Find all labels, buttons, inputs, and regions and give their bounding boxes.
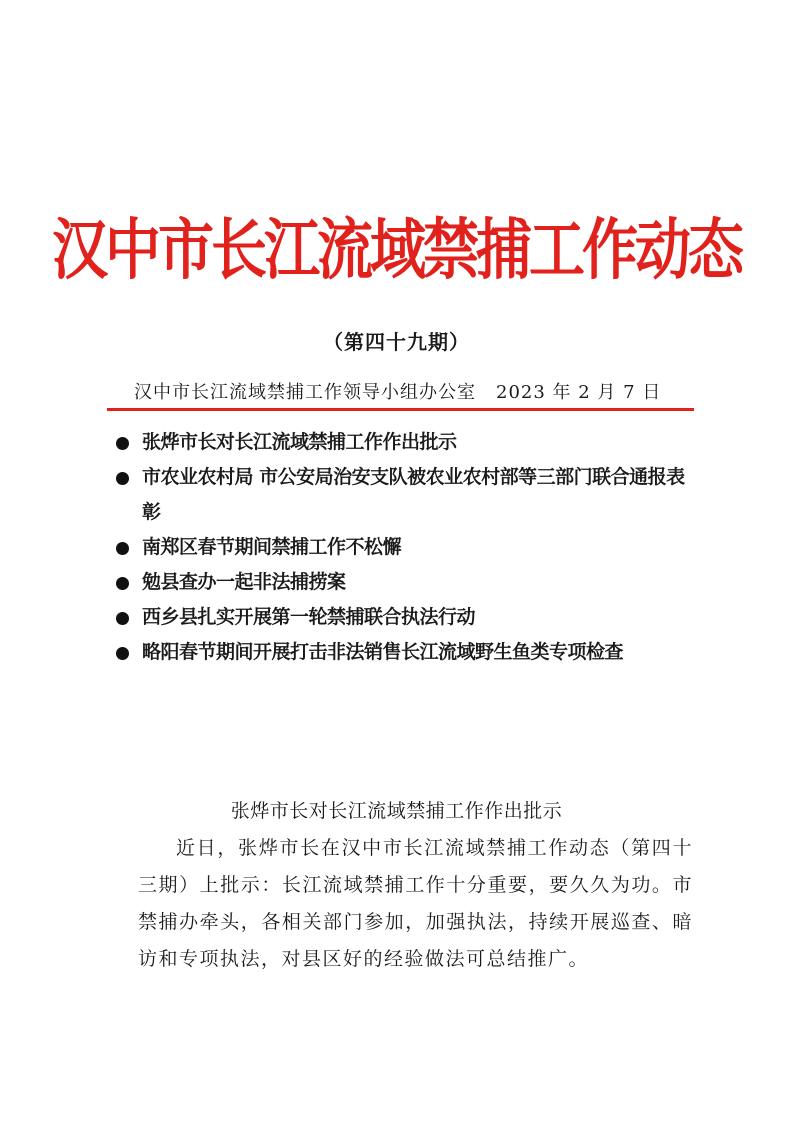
issuer-office: 汉中市长江流域禁捕工作领导小组办公室 (134, 382, 476, 403)
bullet-icon (116, 437, 129, 450)
red-divider (107, 408, 694, 411)
article-title: 张烨市长对长江流域禁捕工作作出批示 (230, 800, 563, 822)
article-body: 近日，张烨市长在汉中市长江流域禁捕工作动态（第四十三期）上批示：长江流域禁捕工作十分重要，要久久为功。市禁捕办牵头，各相关部门参加，加强执法，持续开展巡查、暗访和专项执法，对县区好的经验做法可总结推广。 (138, 837, 693, 970)
list-item (112, 460, 702, 530)
list-item-label: 市农业农村局 市公安局治安支队被农业农村部等三部门联合通报表彰 (142, 466, 685, 523)
bullet-icon (116, 472, 129, 485)
bullet-icon (116, 542, 129, 555)
list-item (112, 565, 702, 600)
list-item-label: 勉县查办一起非法捕捞案 (142, 571, 346, 593)
issuer-line (134, 378, 661, 404)
masthead-title: 汉中市长江流域禁捕工作动态 (52, 211, 741, 289)
list-item-label: 西乡县扎实开展第一轮禁捕联合执法行动 (142, 606, 476, 628)
list-item-label: 张烨市长对长江流域禁捕工作作出批示 (142, 431, 457, 453)
bullet-icon (116, 612, 129, 625)
list-item (112, 600, 702, 635)
list-item (112, 425, 702, 460)
issue-number: （第四十九期） (323, 330, 470, 354)
contents-list (112, 425, 702, 670)
list-item (112, 635, 702, 670)
issue-date: 2023 年 2 月 7 日 (496, 382, 662, 403)
bullet-icon (116, 577, 129, 590)
bullet-icon (116, 647, 129, 660)
list-item-label: 南郑区春节期间禁捕工作不松懈 (142, 536, 402, 558)
list-item-label: 略阳春节期间开展打击非法销售长江流域野生鱼类专项检查 (142, 641, 624, 663)
list-item (112, 530, 702, 565)
